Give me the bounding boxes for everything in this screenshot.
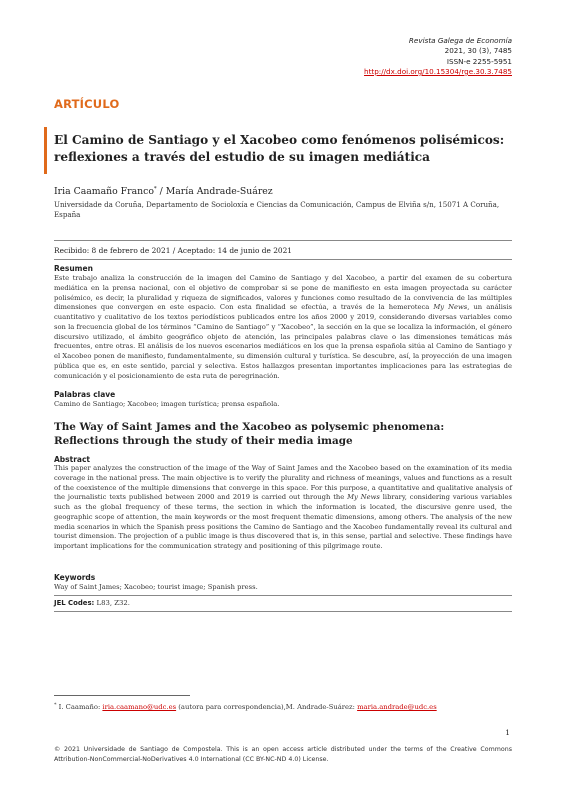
resumen-heading: Resumen — [54, 264, 93, 273]
abstract-text: This paper analyzes the construction of the image of the Way of Saint James and the Xacobeo based on the examination of its media coverage in the national press. The main objective is to verify the plurality and richness of meanings, values and functions as a result of the coexistence of the multiple dimensions that converge in this space. For this purpose, a quantitative and qualitative analysis of the journalistic texts published between 2000 and 2019 is carried out through the My News library, considering various variables such as the global frequency of these terms, the section in which the information is located, the discursive genre used, the geographic scope of attention, the main keywords or the most frequent thematic dimensions, among others. The analysis of the new media scenarios in which the Spanish press positions the Camino de Santiago and the Xacobeo fundamentally reveal its cultural and tourist dimension. The projection of a public image is thus discovered that is, in this sense, partial and selective. These findings have important implications for the communication strategy and positioning of this pilgrimage route. — [54, 464, 513, 550]
journal-name: Revista Galega de Economía — [408, 36, 512, 45]
page-number: 1 — [505, 728, 510, 737]
divider — [54, 259, 512, 260]
abstract-heading: Abstract — [54, 455, 91, 464]
journal-header — [364, 36, 512, 77]
journal-volume: 2021, 30 (3), 7485 — [444, 46, 512, 56]
affiliation: Universidade da Coruña, Departamento de Socioloxía e Ciencias da Comunicación, Campus de Elviña s/n, 15071 A Coruña, España — [54, 200, 500, 220]
article-title-es: El Camino de Santiago y el Xacobeo como fenómenos polisémicos: reflexiones a través del estudio de su imagen mediática — [54, 133, 505, 164]
divider — [54, 240, 512, 241]
email-link-andrade[interactable]: maria.andrade@udc.es — [357, 703, 437, 711]
license-notice: © 2021 Universidade de Santiago de Compostela. This is an open access article distributed under the terms of the Creative Commons Attribution-NonCommercial-NoDerivatives 4.0 International (CC BY-NC-ND 4.0) License. — [54, 746, 512, 763]
corresponding-author-mark: * — [153, 186, 157, 192]
jel-label: JEL Codes: — [54, 599, 95, 607]
section-label: ARTÍCULO — [54, 97, 120, 111]
author-second: María Andrade-Suárez — [165, 186, 273, 197]
doi-link[interactable]: http://dx.doi.org/10.15304/rge.30.3.7485 — [364, 66, 512, 76]
jel-codes — [54, 599, 130, 607]
author-line — [54, 186, 273, 197]
journal-issn: ISSN-e 2255-5951 — [446, 56, 512, 66]
keywords-heading: Keywords — [54, 573, 96, 582]
email-link-caamano[interactable]: iria.caamano@udc.es — [102, 703, 177, 711]
resumen-text: Este trabajo analiza la construcción de la imagen del Camino de Santiago y del Xacobeo, a partir del examen de su cobertura mediática en la prensa nacional, con el objetivo de comprobar si se pone de manifiesto en esta imagen proyectada su carácter polisémico, es decir, la pluralidad y riqueza de significados, valores y funciones como resultado de la convivencia de las múltiples dimensiones que convergen en este espacio. Con esta finalidad se efectúa, a través de la hemeroteca My News, un análisis cuantitativo y cualitativo de los textos periodísticos publicados entre los años 2000 y 2019, considerando diversas variables como son la frecuencia global de los términos “Camino de Santiago” y “Xacobeo”, la sección en la que se localiza la información, el género discursivo utilizado, el ámbito geográfico objeto de atención, las principales palabras clave o las dimensiones temáticas más frecuentes, entre otras. El análisis de los nuevos escenarios mediáticos en los que la prensa española sitúa al Camino de Santiago y el Xacobeo ponen de manifiesto, fundamentalmente, su dimensión cultural y turística. Se descubre, así, la proyección de una imagen pública que es, en este sentido, parcial y selectiva. Estos hallazgos presentan importantes implicaciones para las estrategias de comunicación y el posicionamiento de esta ruta de peregrinación. — [54, 274, 512, 380]
footnote-mark: * — [54, 702, 57, 708]
received-accepted-dates: Recibido: 8 de febrero de 2021 / Aceptado: 14 de junio de 2021 — [54, 246, 293, 255]
footnote: * I. Caamaño: iria.caamano@udc.es (autora para correspondencia),M. Andrade-Suárez: maria.andrade@udc.es — [54, 702, 437, 711]
keywords-text: Way of Saint James; Xacobeo; tourist image; Spanish press. — [54, 583, 258, 591]
palabras-clave-heading: Palabras clave — [54, 390, 116, 399]
author-first: Iria Caamaño Franco — [54, 186, 154, 197]
footnote-rule — [54, 695, 190, 696]
article-title-en: The Way of Saint James and the Xacobeo as polysemic phenomena: Reflections through the study of their media image — [54, 421, 445, 448]
palabras-clave-text: Camino de Santiago; Xacobeo; imagen turística; prensa española. — [54, 400, 280, 408]
divider — [54, 595, 512, 596]
title-accent-bar — [44, 127, 47, 174]
author-separator: / — [156, 186, 166, 197]
jel-values: L83, Z32. — [94, 599, 130, 607]
divider — [54, 611, 512, 612]
